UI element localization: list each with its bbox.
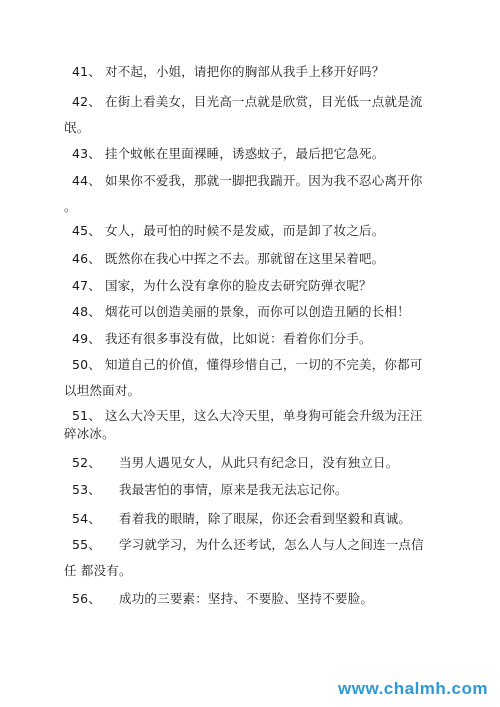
list-item <box>72 141 432 167</box>
list-item <box>64 89 432 141</box>
item-text: 知道自己的价值，懂得珍惜自己，一切的不完美，你都可 <box>105 357 423 372</box>
item-text: 烟花可以创造美丽的景象，而你可以创造丑陋的长相！ <box>105 304 410 319</box>
item-text-continued: 碎冰冰。 <box>64 426 115 441</box>
list-item <box>72 477 432 503</box>
item-text: 看着我的眼睛，除了眼屎，你还会看到坚毅和真诚。 <box>119 511 412 526</box>
item-text-continued: 以坦然面对。 <box>64 383 141 398</box>
item-number: 48、 <box>72 304 102 319</box>
item-text: 如果你不爱我，那就一脚把我踹开。因为我不忍心离开你 <box>105 173 423 188</box>
item-number: 42、 <box>72 94 102 109</box>
item-number: 50、 <box>72 357 102 372</box>
item-number: 43、 <box>72 146 102 161</box>
item-text: 国家，为什么没有拿你的脸皮去研究防弹衣呢？ <box>105 278 372 293</box>
list-item <box>72 326 432 352</box>
item-text: 我还有很多事没有做，比如说：看着你们分手。 <box>105 331 372 346</box>
item-number: 56、 <box>72 591 102 606</box>
item-number: 49、 <box>72 331 102 346</box>
item-number: 54、 <box>72 511 102 526</box>
item-text: 当男人遇见女人，从此只有纪念日，没有独立日。 <box>119 455 399 470</box>
item-text: 挂个蚊帐在里面裸睡，诱惑蚊子，最后把它急死。 <box>105 146 385 161</box>
item-number: 46、 <box>72 251 102 266</box>
item-number: 47、 <box>72 278 102 293</box>
list-item <box>72 218 432 244</box>
item-text: 对不起，小姐，请把你的胸部从我手上移开好吗？ <box>105 64 385 79</box>
item-text: 我最害怕的事情，原来是我无法忘记你。 <box>119 482 348 497</box>
item-text: 这么大冷天里，这么大冷天里，单身狗可能会升级为汪汪 <box>105 408 423 423</box>
item-number: 41、 <box>72 64 102 79</box>
item-text: 既然你在我心中挥之不去。那就留在这里呆着吧。 <box>105 251 385 266</box>
item-text-continued: 。 <box>64 199 77 214</box>
item-text: 学习就学习，为什么还考试，怎么人与人之间连一点信 <box>119 537 424 552</box>
item-text: 女人，最可怕的时候不是发威，而是卸了妆之后。 <box>105 223 385 238</box>
list-item <box>72 246 432 272</box>
list-item <box>64 352 432 404</box>
list-item <box>72 273 432 299</box>
item-number: 55、 <box>72 537 102 552</box>
list-item <box>72 450 432 476</box>
list-item <box>72 59 432 85</box>
item-number: 52、 <box>72 455 102 470</box>
list-item <box>64 168 432 220</box>
list-item <box>72 506 432 532</box>
item-text: 成功的三要素：坚持、不要脸、坚持不要脸。 <box>119 591 374 606</box>
item-text-continued: 任 都没有。 <box>64 563 132 578</box>
item-text: 在街上看美女，目光高一点就是欣赏，目光低一点就是流 <box>105 94 423 109</box>
item-number: 44、 <box>72 173 102 188</box>
list-item <box>72 586 432 612</box>
list-item <box>64 532 432 584</box>
item-number: 53、 <box>72 482 102 497</box>
item-text-continued: 氓。 <box>64 120 90 135</box>
list-item <box>64 407 432 443</box>
list-item <box>72 299 432 325</box>
item-number: 45、 <box>72 223 102 238</box>
item-number: 51、 <box>72 408 102 423</box>
site-watermark: www.chalmh.com <box>338 679 488 698</box>
